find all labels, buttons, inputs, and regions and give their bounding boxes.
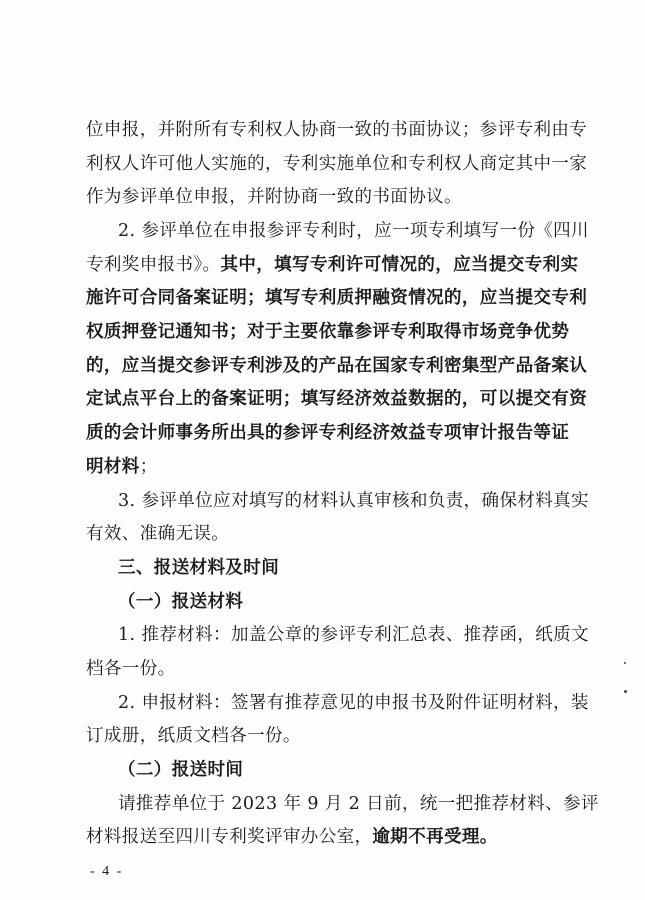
bold-text-run: 定试点平台上的备案证明；填写经济效益数据的，可以提交有资 (86, 389, 588, 409)
body-line-19 (86, 726, 566, 746)
text-run: 请推荐单位于 2023 年 9 月 2 日前，统一把推荐材料、参评 (118, 794, 599, 814)
bold-text-run: 明材料 (86, 457, 140, 477)
scan-speck (624, 662, 626, 664)
body-line-4 (118, 221, 598, 241)
scan-speck (624, 690, 627, 693)
subsection-heading-1 (118, 592, 598, 612)
body-line-17 (86, 659, 566, 679)
bold-text-run: 施许可合同备案证明；填写专利质押融资情况的，应当提交专利 (86, 288, 588, 308)
subsection-heading-2 (118, 760, 598, 780)
heading-text: 三、报送材料及时间 (118, 558, 280, 578)
bold-text-run: 其中，填写专利许可情况的，应当提交专利实 (220, 255, 579, 275)
bold-text-run: 的，应当提交参评专利涉及的产品在国家专利密集型产品备案认 (86, 356, 588, 376)
body-line-10 (86, 423, 570, 443)
body-line-7 (86, 322, 570, 342)
section-heading (118, 558, 598, 578)
body-line-2 (86, 154, 588, 174)
text-run: 位申报，并附所有专利权人协商一致的书面协议；参评专利由专 (86, 120, 588, 140)
body-line-1 (86, 120, 588, 140)
text-run: 2. 参评单位在申报参评专利时，应一项专利填写一份《四川 (118, 221, 589, 241)
body-line-3 (86, 187, 566, 207)
body-line-21 (118, 794, 598, 814)
text-run: 3. 参评单位应对填写的材料认真审核和负责，确保材料真实 (118, 491, 589, 511)
bold-text-run: 逾期不再受理。 (372, 827, 498, 847)
bold-text-run: 权质押登记通知书；对于主要依靠参评专利取得市场竞争优势 (86, 322, 570, 342)
body-line-22 (86, 827, 566, 847)
text-run: 1. 推荐材料：加盖公章的参评专利汇总表、推荐函，纸质文 (118, 625, 589, 645)
text-run: 作为参评单位申报，并附协商一致的书面协议。 (86, 187, 462, 207)
body-line-8 (86, 356, 588, 376)
body-line-11 (86, 457, 566, 477)
text-run: ； (139, 457, 158, 477)
bold-text-run: 质的会计师事务所出具的参评专利经济效益专项审计报告等证 (86, 423, 570, 443)
body-line-16 (118, 625, 598, 645)
text-run: 材料报送至四川专利奖评审办公室， (86, 827, 373, 847)
heading-text: （一）报送材料 (118, 592, 244, 612)
body-line-5 (86, 255, 579, 275)
text-run: 2. 申报材料：签署有推荐意见的申报书及附件证明材料，装 (118, 693, 589, 713)
text-run: 利权人许可他人实施的，专利实施单位和专利权人商定其中一家 (86, 154, 588, 174)
page-number: - 4 - (90, 864, 124, 879)
heading-text: （二）报送时间 (118, 760, 244, 780)
body-line-12 (118, 491, 598, 511)
text-run: 专利奖申报书》。 (86, 255, 221, 275)
body-line-6 (86, 288, 588, 308)
body-line-9 (86, 389, 588, 409)
body-line-18 (118, 693, 598, 713)
text-run: 有效、准确无误。 (86, 524, 230, 544)
text-run: 档各一份。 (86, 659, 176, 679)
text-run: 订成册，纸质文档各一份。 (86, 726, 301, 746)
body-line-13 (86, 524, 566, 544)
